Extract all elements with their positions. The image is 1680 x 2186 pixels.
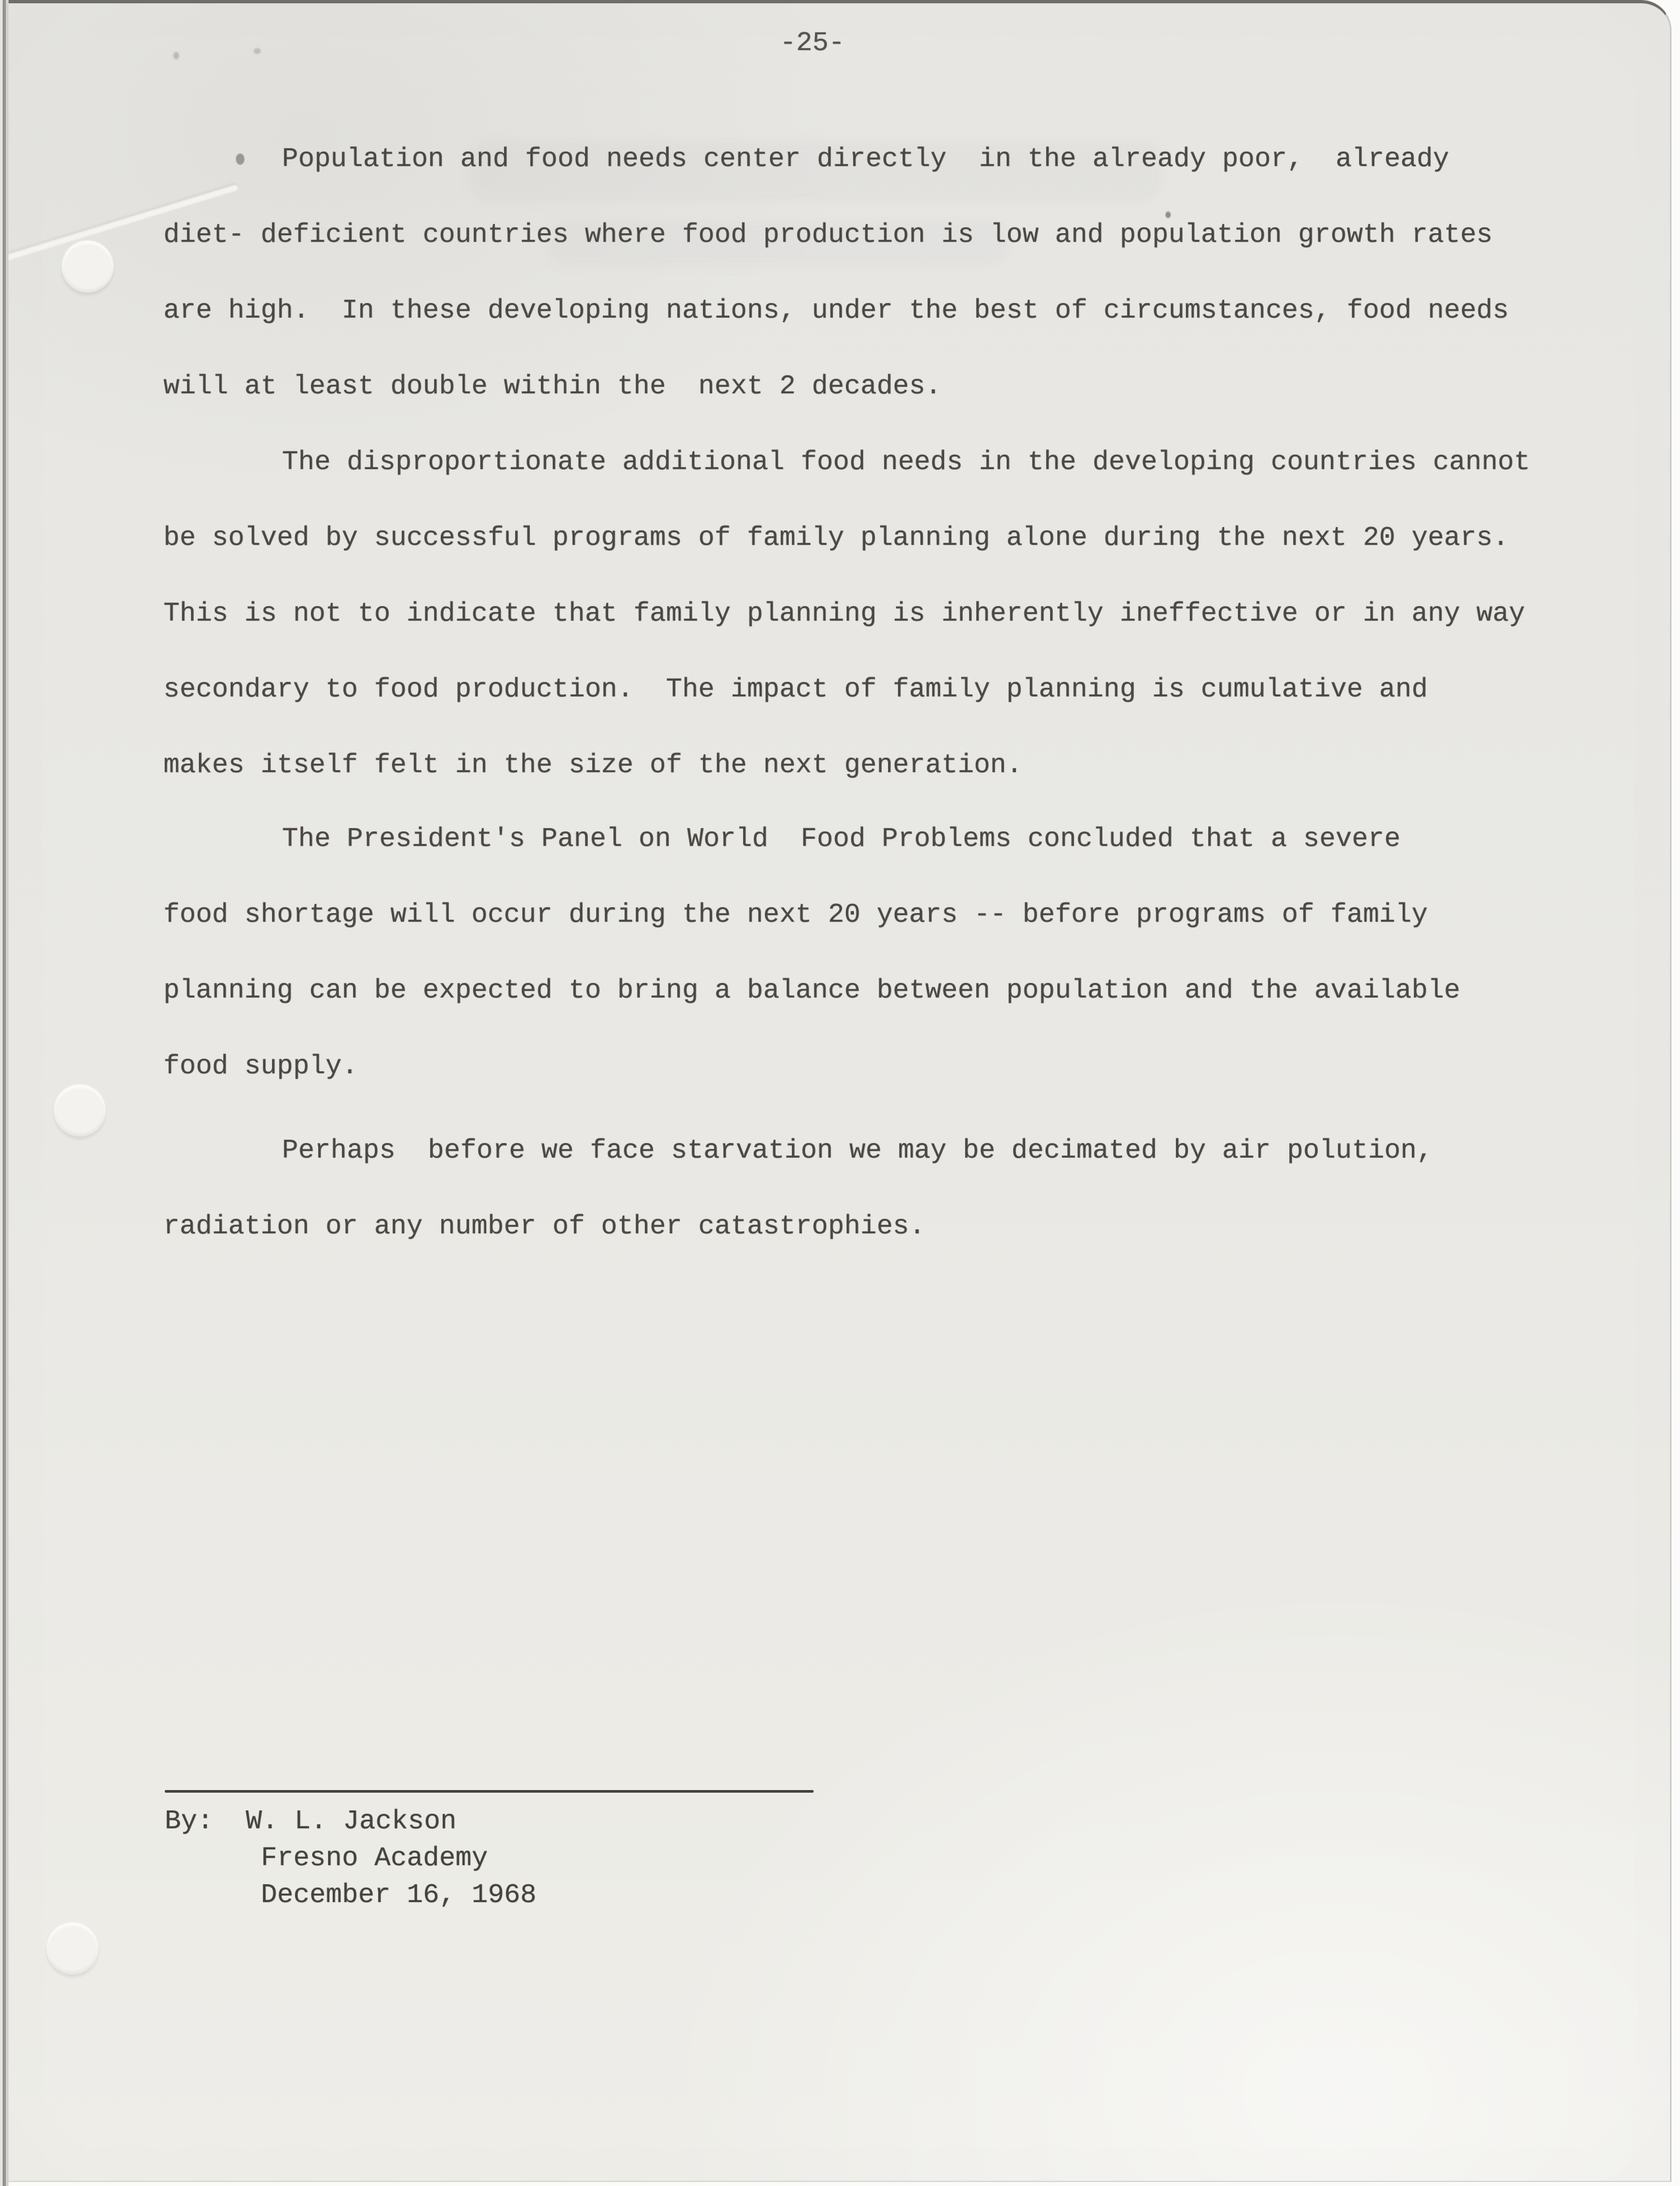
paragraph-2 (163, 425, 1573, 804)
document-line: be solved by successful programs of family planning alone during the next 20 years. (163, 523, 1509, 553)
scanner-edge (0, 0, 9, 2186)
document-line: The disproportionate additional food needs in the developing countries cannot (282, 447, 1530, 478)
document-line: makes itself felt in the size of the next generation. (163, 750, 1023, 781)
document-line: radiation or any number of other catastrophies. (163, 1212, 926, 1242)
signature-block (165, 1790, 814, 1914)
document-line: are high. In these developing nations, under the best of circumstances, food needs (163, 296, 1509, 326)
document-line: food shortage will occur during the next 20 years -- before programs of family (163, 900, 1428, 930)
paragraph-4 (163, 1113, 1573, 1265)
punch-hole-middle (54, 1085, 105, 1136)
document-line: secondary to food production. The impact of family planning is cumulative and (163, 675, 1428, 705)
page-number: -25- (779, 28, 845, 59)
signature-organization: Fresno Academy (261, 1843, 488, 1874)
document-line: planning can be expected to bring a balance between population and the available (163, 976, 1461, 1006)
ink-speck (173, 52, 179, 59)
document-line: will at least double within the next 2 decades. (163, 372, 941, 402)
document-line: food supply. (163, 1051, 358, 1082)
document-line: diet- deficient countries where food production is low and population growth rates (163, 220, 1493, 250)
document-line: The President's Panel on World Food Problems concluded that a severe (282, 824, 1401, 855)
paragraph-3 (163, 802, 1573, 1105)
document-line: Population and food needs center directly in the already poor, already (282, 144, 1449, 175)
punch-hole-top (62, 241, 113, 293)
document-line: This is not to indicate that family planning is inherently ineffective or in any way (163, 599, 1525, 629)
ink-speck (254, 48, 261, 54)
punch-hole-bottom (47, 1923, 98, 1975)
signature-date: December 16, 1968 (261, 1880, 537, 1911)
paragraph-1 (163, 122, 1573, 425)
signature-by-line: By: W. L. Jackson (165, 1807, 457, 1837)
paper-sheet (9, 0, 1671, 2182)
document-line: Perhaps before we face starvation we may be decimated by air polution, (282, 1136, 1433, 1166)
signature-rule (165, 1790, 814, 1793)
